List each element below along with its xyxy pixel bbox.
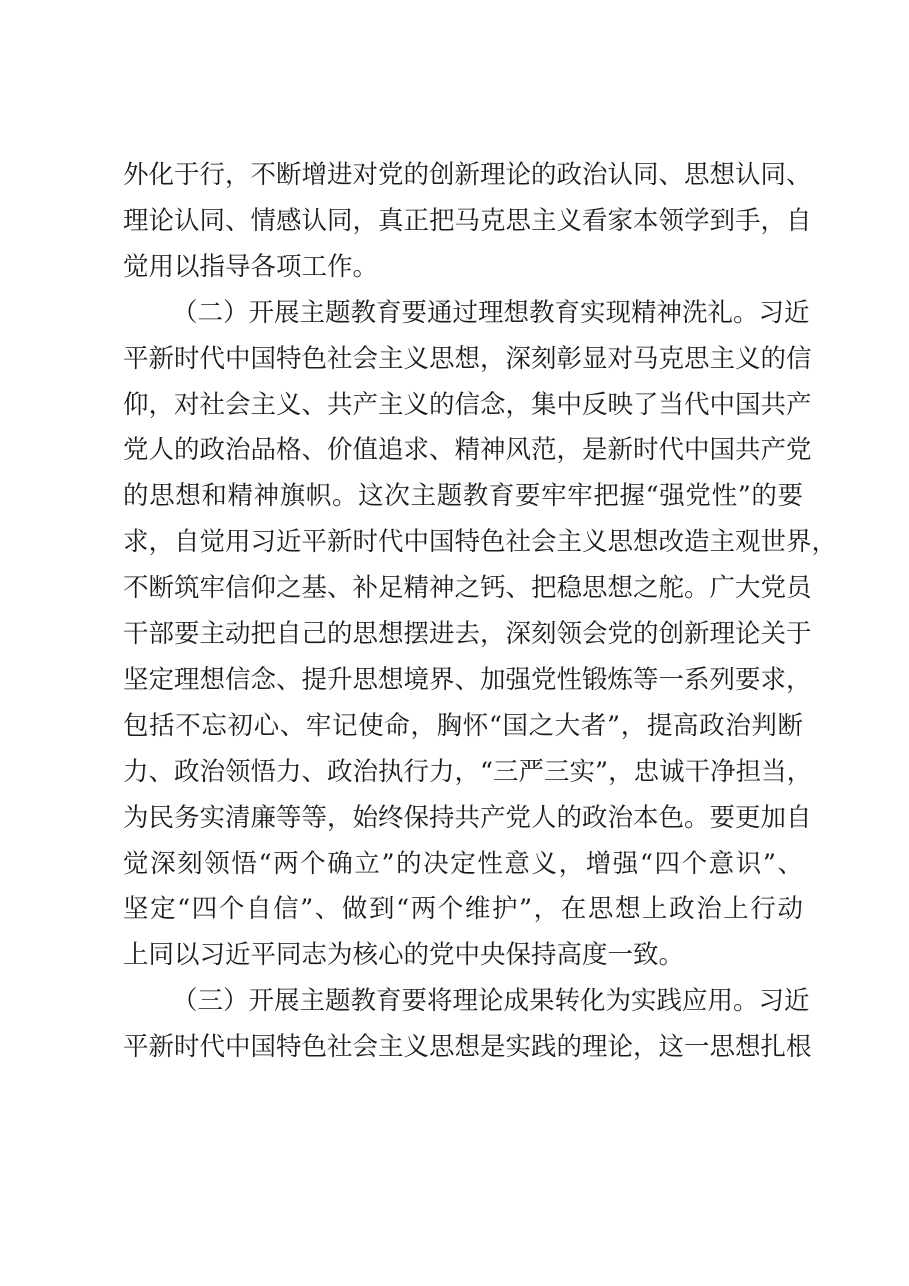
- text-line: 上同以习近平同志为核心的党中央保持高度一致。: [123, 940, 685, 971]
- text-line: 党人的政治品格、价值追求、精神风范，是新时代中国共产党: [123, 435, 812, 466]
- text-line: 不断筑牢信仰之基、补足精神之钙、把稳思想之舵。广大党员: [123, 573, 812, 604]
- text-line: 干部要主动把自己的思想摆进去，深刻领会党的创新理论关于: [123, 619, 812, 649]
- text-line: 包括不忘初心、牢记使命，胸怀“国之大者”，提高政治判断: [123, 710, 803, 741]
- text-line: 为民务实清廉等等，始终保持共产党人的政治本色。要更加自: [123, 802, 812, 833]
- text-line: 仰，对社会主义、共产主义的信念，集中反映了当代中国共产: [123, 389, 812, 420]
- text-line: 坚定“四个自信”、做到“两个维护”，在思想上政治上行动: [123, 894, 803, 925]
- text-line: 的思想和精神旗帜。这次主题教育要牢牢把握“强党性”的要: [123, 481, 803, 512]
- paragraph-start-line: （二）开展主题教育要通过理想教育实现精神洗礼。习近: [172, 297, 810, 328]
- text-line: 力、政治领悟力、政治执行力，“三严三实”，忠诚干净担当，: [123, 756, 813, 787]
- text-line: 平新时代中国特色社会主义思想，深刻彰显对马克思主义的信: [123, 343, 812, 374]
- text-line: 坚定理想信念、提升思想境界、加强党性锻炼等一系列要求，: [123, 664, 812, 695]
- text-line: 觉深刻领悟“两个确立”的决定性意义，增强“四个意识”、: [123, 848, 803, 879]
- text-line: 觉用以指导各项工作。: [123, 251, 379, 282]
- text-line: 理论认同、情感认同，真正把马克思主义看家本领学到手，自: [123, 205, 812, 236]
- paragraph-start-line: （三）开展主题教育要将理论成果转化为实践应用。习近: [172, 986, 810, 1017]
- text-line: 平新时代中国特色社会主义思想是实践的理论，这一思想扎根: [123, 1032, 812, 1063]
- text-line: 求，自觉用习近平新时代中国特色社会主义思想改造主观世界，: [123, 527, 838, 558]
- text-line: 外化于行，不断增进对党的创新理论的政治认同、思想认同、: [123, 160, 812, 190]
